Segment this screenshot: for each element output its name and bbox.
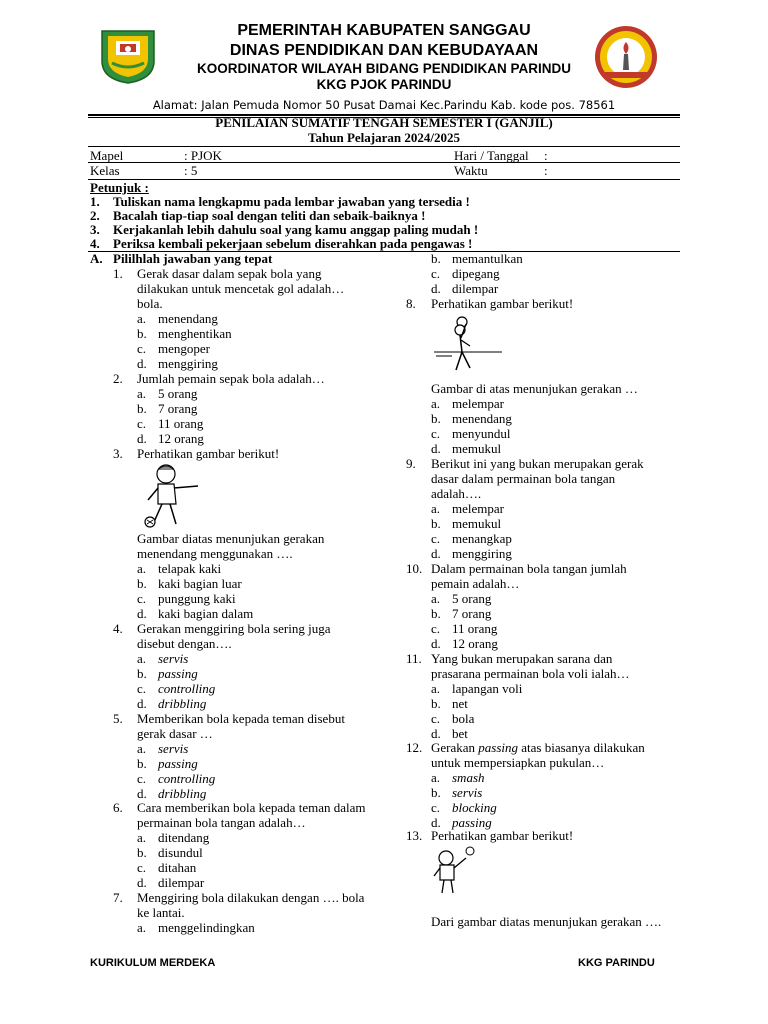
option-letter: a.	[431, 591, 441, 606]
option-letter: d.	[431, 281, 441, 296]
option-text: menggiring	[452, 546, 512, 561]
option-letter: d.	[431, 815, 441, 830]
option-letter: c.	[431, 426, 441, 441]
question-text: Berikut ini yang bukan merupakan gerak	[431, 456, 644, 471]
question-text: Gerakan menggiring bola sering juga	[137, 621, 331, 636]
option-text: controlling	[158, 771, 216, 786]
option-letter: d.	[137, 606, 147, 621]
option-letter: b.	[431, 785, 441, 800]
option-letter: a.	[137, 830, 147, 845]
option-text: passing	[158, 666, 198, 681]
question-text: Memberikan bola kepada teman disebut	[137, 711, 345, 726]
option-text: net	[452, 696, 468, 711]
option-letter: d.	[137, 786, 147, 801]
option-letter: b.	[137, 756, 147, 771]
option-letter: b.	[431, 411, 441, 426]
option-letter: b.	[431, 606, 441, 621]
option-text: servis	[158, 741, 189, 756]
info-mid-line	[88, 162, 680, 163]
header-line3: KOORDINATOR WILAYAH BIDANG PENDIDIKAN PARINDU	[196, 61, 572, 76]
option-letter: a.	[137, 561, 147, 576]
question-text-continued: Gambar di atas menunjukan gerakan …	[431, 381, 638, 396]
question-text-continued: prasarana permainan bola voli ialah…	[431, 666, 630, 681]
option-letter: a.	[431, 681, 441, 696]
question-text-continued: ke lantai.	[137, 905, 185, 920]
mapel-value: : PJOK	[184, 148, 222, 163]
option-letter: d.	[137, 875, 147, 890]
option-text: 12 orang	[452, 636, 498, 651]
question-text-part: passing	[478, 740, 519, 755]
question-text-continued: dilakukan untuk mencetak gol adalah…	[137, 281, 345, 296]
option-text: kaki bagian dalam	[158, 606, 254, 621]
kelas-label: Kelas	[90, 163, 120, 178]
option-letter: a.	[431, 501, 441, 516]
option-letter: c.	[137, 681, 147, 696]
option-text: controlling	[158, 681, 216, 696]
question-text: Perhatikan gambar berikut!	[431, 828, 574, 843]
option-letter: c.	[137, 341, 147, 356]
option-text: kaki bagian luar	[158, 576, 242, 591]
option-text: lapangan voli	[452, 681, 523, 696]
hari-label: Hari / Tanggal	[454, 148, 529, 163]
section-num: A.	[90, 251, 103, 266]
question-text-continued: Dari gambar diatas menunjukan gerakan ….	[431, 914, 662, 929]
option-text: menggiring	[158, 356, 218, 371]
option-text: servis	[158, 651, 189, 666]
question-text-continued: Gambar diatas menunjukan gerakan	[137, 531, 325, 546]
question-text: Perhatikan gambar berikut!	[431, 296, 574, 311]
option-text: menendang	[452, 411, 512, 426]
option-text: memantulkan	[452, 251, 523, 266]
option-letter: c.	[431, 800, 441, 815]
question-text-part: Gerakan	[431, 740, 479, 755]
kkg-logo	[593, 24, 659, 90]
question-text-part: atas biasanya dilakukan	[518, 740, 645, 755]
option-text: passing	[158, 756, 198, 771]
option-text: 5 orang	[158, 386, 198, 401]
option-letter: b.	[137, 576, 147, 591]
footer-right: KKG PARINDU	[578, 957, 655, 969]
question-number: 6.	[113, 800, 123, 815]
option-letter: d.	[431, 441, 441, 456]
question-number: 2.	[113, 371, 123, 386]
exam-year: Tahun Pelajaran 2024/2025	[308, 130, 460, 145]
petunjuk-num: 4.	[90, 236, 100, 251]
option-letter: b.	[137, 666, 147, 681]
question-text: Jumlah pemain sepak bola adalah…	[137, 371, 325, 386]
petunjuk-title: Petunjuk :	[90, 180, 149, 195]
waktu-label: Waktu	[454, 163, 488, 178]
hari-value: :	[544, 148, 548, 163]
option-letter: c.	[137, 860, 147, 875]
header-line2: DINAS PENDIDIKAN DAN KEBUDAYAAN	[229, 42, 539, 59]
option-letter: b.	[137, 401, 147, 416]
question-number: 11.	[406, 651, 422, 666]
question-text-continued: pemain adalah…	[431, 576, 520, 591]
footer-left: KURIKULUM MERDEKA	[90, 957, 216, 969]
waktu-value: :	[544, 163, 548, 178]
boy-kicking-ball-figure	[140, 462, 204, 528]
question-number: 7.	[113, 890, 123, 905]
option-letter: c.	[137, 416, 147, 431]
option-text: smash	[452, 770, 485, 785]
option-text: melempar	[452, 396, 504, 411]
header-line4: KKG PJOK PARINDU	[316, 77, 452, 92]
option-letter: a.	[137, 386, 147, 401]
question-text-continued: adalah….	[431, 486, 482, 501]
option-letter: d.	[137, 356, 147, 371]
option-letter: b.	[137, 326, 147, 341]
option-text: blocking	[452, 800, 497, 815]
option-text: 7 orang	[452, 606, 492, 621]
question-number: 8.	[406, 296, 416, 311]
question-number: 9.	[406, 456, 416, 471]
option-text: 12 orang	[158, 431, 204, 446]
question-text-continued: menendang menggunakan ….	[137, 546, 293, 561]
option-text: 11 orang	[158, 416, 204, 431]
option-letter: c.	[431, 621, 441, 636]
option-letter: a.	[137, 741, 147, 756]
question-text-continued: bola.	[137, 296, 163, 311]
option-text: dribbling	[158, 786, 207, 801]
petunjuk-num: 1.	[90, 194, 100, 209]
header-line1: PEMERINTAH KABUPATEN SANGGAU	[237, 22, 531, 39]
question-text-continued: untuk mempersiapkan pukulan…	[431, 755, 605, 770]
option-letter: d.	[137, 696, 147, 711]
section-title: Pililhlah jawaban yang tepat	[113, 251, 273, 266]
question-number: 13.	[406, 828, 423, 843]
question-text-continued: disebut dengan….	[137, 636, 232, 651]
option-letter: d.	[431, 726, 441, 741]
kelas-value: : 5	[184, 163, 198, 178]
option-letter: b.	[431, 251, 441, 266]
info-bottom-line	[88, 179, 680, 180]
option-text: menyundul	[452, 426, 511, 441]
option-text: dribbling	[158, 696, 207, 711]
option-text: memukul	[452, 441, 502, 456]
option-letter: c.	[431, 266, 441, 281]
option-text: dilempar	[158, 875, 205, 890]
petunjuk-num: 2.	[90, 208, 100, 223]
option-letter: a.	[137, 920, 147, 935]
option-letter: c.	[137, 771, 147, 786]
option-text: menendang	[158, 311, 218, 326]
option-letter: c.	[431, 531, 441, 546]
question-number: 10.	[406, 561, 423, 576]
question-text-continued: gerak dasar …	[137, 726, 213, 741]
option-letter: a.	[431, 770, 441, 785]
option-text: memukul	[452, 516, 502, 531]
option-text: melempar	[452, 501, 504, 516]
option-letter: a.	[137, 651, 147, 666]
question-text: Dalam permainan bola tangan jumlah	[431, 561, 627, 576]
option-letter: b.	[431, 696, 441, 711]
option-letter: b.	[431, 516, 441, 531]
option-text: mengoper	[158, 341, 210, 356]
option-text: 7 orang	[158, 401, 198, 416]
question-text: Menggiring bola dilakukan dengan …. bola	[137, 890, 365, 905]
question-text: Gerak dasar dalam sepak bola yang	[137, 266, 322, 281]
header-address: Alamat: Jalan Pemuda Nomor 50 Pusat Damai Kec.Parindu Kab. kode pos. 78561	[152, 98, 616, 112]
option-text: telapak kaki	[158, 561, 222, 576]
petunjuk-item: Bacalah tiap-tiap soal dengan teliti dan sebaik-baiknya !	[113, 208, 426, 223]
option-text: punggung kaki	[158, 591, 236, 606]
option-text: bola	[452, 711, 475, 726]
option-text: menggelindingkan	[158, 920, 255, 935]
petunjuk-item: Kerjakanlah lebih dahulu soal yang kamu anggap paling mudah !	[113, 222, 479, 237]
girl-throwing-ball-figure	[432, 316, 504, 374]
option-text: passing	[452, 815, 492, 830]
question-number: 5.	[113, 711, 123, 726]
option-text: dilempar	[452, 281, 499, 296]
child-with-ball-figure	[430, 846, 482, 896]
option-letter: d.	[431, 546, 441, 561]
info-top-line	[88, 146, 680, 147]
option-text: ditahan	[158, 860, 197, 875]
question-number: 1.	[113, 266, 123, 281]
option-letter: a.	[137, 311, 147, 326]
option-letter: d.	[137, 431, 147, 446]
question-text-continued: dasar dalam permainan bola tangan	[431, 471, 616, 486]
question-text: Perhatikan gambar berikut!	[137, 446, 280, 461]
option-text: menghentikan	[158, 326, 232, 341]
question-text: Yang bukan merupakan sarana dan	[431, 651, 613, 666]
petunjuk-num: 3.	[90, 222, 100, 237]
question-number: 4.	[113, 621, 123, 636]
question-text	[431, 740, 645, 755]
option-text: bet	[452, 726, 468, 741]
option-text: 11 orang	[452, 621, 498, 636]
option-text: ditendang	[158, 830, 210, 845]
petunjuk-item: Periksa kembali pekerjaan sebelum diserahkan pada pengawas !	[113, 236, 473, 251]
option-letter: c.	[431, 711, 441, 726]
option-text: menangkap	[452, 531, 512, 546]
option-letter: a.	[431, 396, 441, 411]
option-letter: b.	[137, 845, 147, 860]
question-text: Cara memberikan bola kepada teman dalam	[137, 800, 366, 815]
question-text-continued: permainan bola tangan adalah…	[137, 815, 306, 830]
option-text: disundul	[158, 845, 203, 860]
exam-title: PENILAIAN SUMATIF TENGAH SEMESTER I (GANJIL)	[215, 115, 553, 130]
option-letter: c.	[137, 591, 147, 606]
question-number: 12.	[406, 740, 423, 755]
option-text: servis	[452, 785, 483, 800]
petunjuk-item: Tuliskan nama lengkapmu pada lembar jawaban yang tersedia !	[113, 194, 470, 209]
option-text: 5 orang	[452, 591, 492, 606]
option-text: dipegang	[452, 266, 500, 281]
option-letter: d.	[431, 636, 441, 651]
mapel-label: Mapel	[90, 148, 124, 163]
question-number: 3.	[113, 446, 123, 461]
